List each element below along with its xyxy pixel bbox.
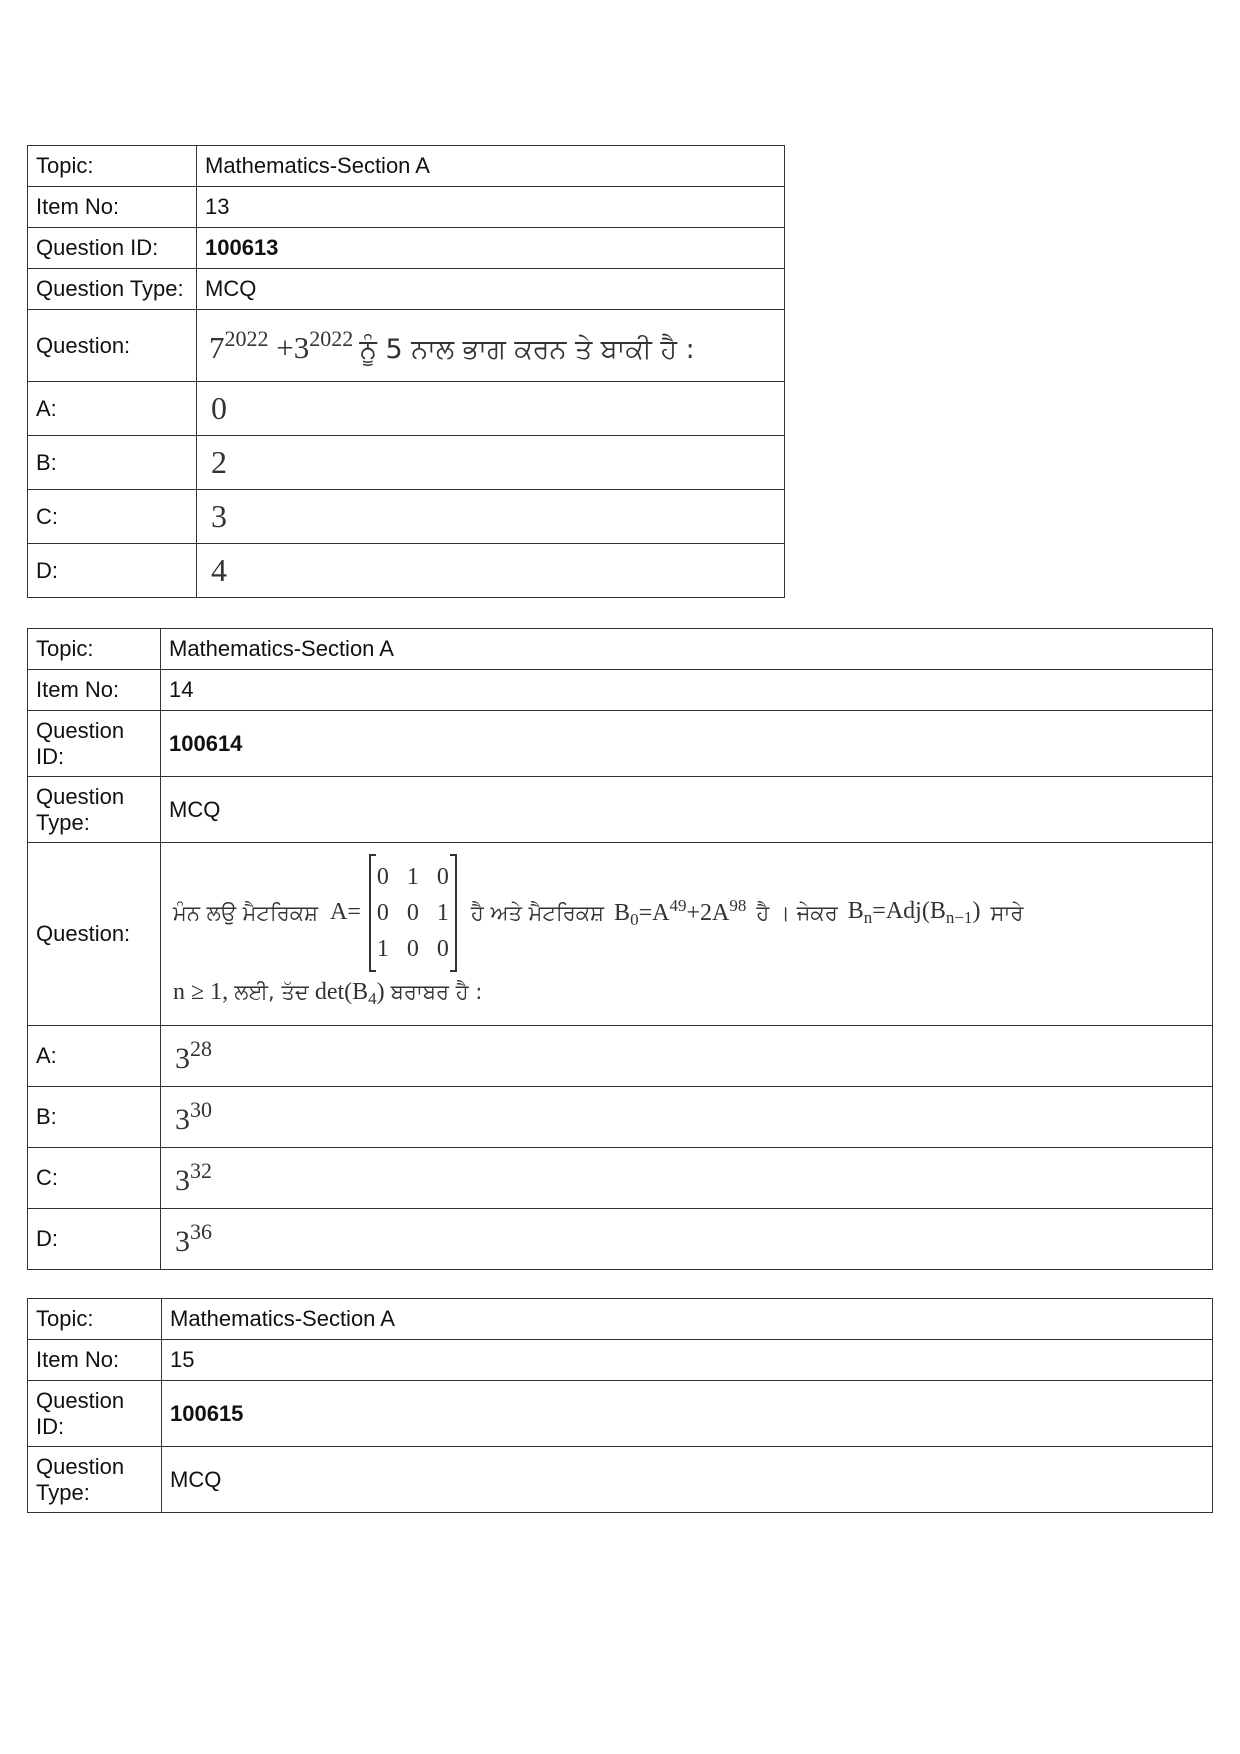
item-no-label: Item No: (28, 670, 161, 711)
question-type-value: MCQ (162, 1447, 1213, 1513)
math-base: 3 (293, 329, 310, 365)
matrix-row (377, 859, 449, 895)
math-subscript: n (863, 908, 873, 928)
item-no-label: Item No: (28, 1340, 162, 1381)
math-symbol: ) (376, 979, 385, 1006)
math-exponent: 98 (729, 896, 747, 916)
topic-label: Topic: (28, 1299, 162, 1340)
question-type-label: Question Type: (28, 1447, 162, 1513)
matrix-cell: 0 (436, 936, 449, 963)
option-b-label: B: (28, 1087, 161, 1148)
matrix-cell: 0 (406, 900, 419, 927)
question-punjabi-text: ਹੈ ਅਤੇ ਮੈਟਰਿਕਸ਼ (470, 901, 605, 926)
option-c-label: C: (28, 1148, 161, 1209)
question-punjabi-text: ਮੰਨ ਲਉ ਮੈਟਰਿਕਸ਼ (173, 901, 319, 926)
question-table-13 (27, 145, 785, 598)
option-b-value (161, 1087, 1213, 1148)
question-label: Question: (28, 843, 161, 1026)
question-id-value (162, 1381, 1213, 1447)
option-c-label: C: (28, 490, 197, 544)
question-line-1 (173, 855, 1202, 971)
math-base: 3 (175, 1163, 190, 1197)
math-symbol: B (614, 900, 631, 927)
question-type-value: MCQ (197, 269, 785, 310)
topic-label: Topic: (28, 146, 197, 187)
math-symbol: B (847, 898, 864, 925)
question-text (161, 843, 1213, 1026)
question-line-2 (173, 979, 1202, 1009)
matrix-cell: 0 (376, 864, 389, 891)
math-base: 3 (175, 1041, 190, 1075)
matrix-cell: 1 (406, 864, 419, 891)
math-exponent: 49 (669, 896, 687, 916)
option-d-label: D: (28, 1209, 161, 1270)
matrix-row (377, 931, 449, 967)
question-id-text: 100613 (205, 235, 279, 261)
math-base: 3 (175, 1224, 190, 1258)
question-table-15 (27, 1298, 1213, 1513)
matrix-cell: 1 (376, 936, 389, 963)
math-b0-expression (614, 896, 746, 930)
item-no-label: Item No: (28, 187, 197, 228)
matrix-cell: 0 (376, 900, 389, 927)
item-no-value: 15 (162, 1340, 1213, 1381)
question-label: Question: (28, 310, 197, 382)
math-base: 3 (175, 1102, 190, 1136)
math-symbol: det(B (314, 979, 369, 1006)
question-id-value (197, 228, 785, 269)
question-table-14 (27, 628, 1213, 1270)
question-type-label: Question Type: (28, 269, 197, 310)
math-exponent: 2022 (309, 325, 354, 351)
option-d-value (161, 1209, 1213, 1270)
item-no-value: 13 (197, 187, 785, 228)
math-exponent: 2022 (224, 325, 269, 351)
option-b-value: 2 (197, 436, 785, 490)
matrix-cell: 1 (436, 900, 449, 927)
question-type-label: Question Type: (28, 777, 161, 843)
math-condition: n ≥ 1, (173, 979, 229, 1006)
matrix-a (369, 855, 457, 971)
question-id-value (161, 711, 1213, 777)
topic-label: Topic: (28, 629, 161, 670)
option-b-label: B: (28, 436, 197, 490)
math-symbol: ) (972, 898, 981, 925)
question-id-text: 100615 (170, 1400, 244, 1426)
option-c-value: 3 (197, 490, 785, 544)
math-subscript: 0 (630, 910, 639, 930)
question-punjabi-text: ਹੈ । ਜੇਕਰ (756, 901, 838, 926)
math-exponent: 30 (190, 1096, 212, 1122)
option-a-label: A: (28, 382, 197, 436)
question-id-label: Question ID: (28, 228, 197, 269)
option-a-label: A: (28, 1026, 161, 1087)
math-exponent: 28 (190, 1035, 212, 1061)
matrix-cell: 0 (436, 864, 449, 891)
math-exponent: 32 (190, 1157, 212, 1183)
math-operator: + (276, 329, 294, 365)
topic-value: Mathematics-Section A (162, 1299, 1213, 1340)
option-d-value: 4 (197, 544, 785, 598)
question-id-label: Question ID: (28, 711, 161, 777)
matrix-row (377, 895, 449, 931)
math-subscript: 4 (368, 989, 377, 1009)
topic-value: Mathematics-Section A (161, 629, 1213, 670)
option-c-value (161, 1148, 1213, 1209)
question-punjabi-text: ਲਈ, ਤੱਦ (234, 980, 309, 1005)
math-subscript: n−1 (945, 908, 973, 928)
option-d-label: D: (28, 544, 197, 598)
math-symbol: =A (638, 900, 670, 927)
math-det-expression (314, 979, 385, 1009)
math-exponent: 36 (190, 1218, 212, 1244)
question-type-value: MCQ (161, 777, 1213, 843)
question-math (209, 325, 354, 365)
math-matrix-name: A= (330, 899, 361, 926)
question-punjabi-text: ਨੂੰ 5 ਨਾਲ ਭਾਗ ਕਰਨ ਤੇ ਬਾਕੀ ਹੈ : (359, 333, 695, 365)
question-punjabi-text: ਸਾਰੇ (990, 901, 1024, 926)
math-symbol: =Adj(B (872, 898, 946, 925)
topic-value: Mathematics-Section A (197, 146, 785, 187)
math-bn-expression (848, 898, 981, 928)
option-a-value (161, 1026, 1213, 1087)
math-base: 7 (209, 329, 225, 365)
matrix-cell: 0 (406, 936, 419, 963)
question-id-label: Question ID: (28, 1381, 162, 1447)
option-a-value: 0 (197, 382, 785, 436)
question-id-text: 100614 (169, 730, 243, 756)
question-punjabi-text: ਬਰਾਬਰ ਹੈ : (390, 980, 483, 1005)
math-symbol: +2A (686, 900, 730, 927)
item-no-value: 14 (161, 670, 1213, 711)
question-text (197, 310, 785, 382)
